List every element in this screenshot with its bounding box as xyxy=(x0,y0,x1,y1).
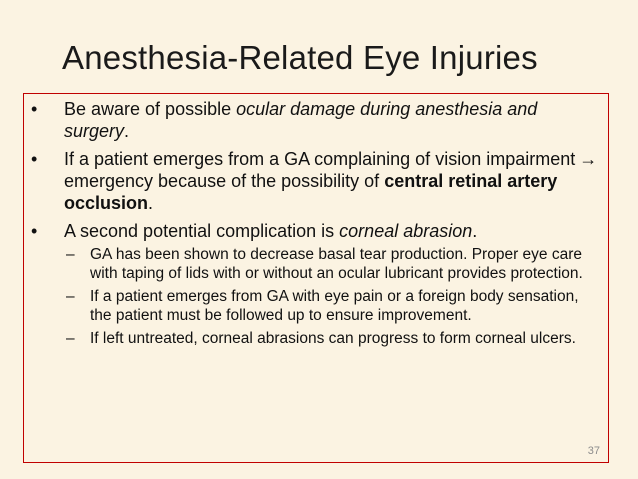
bullet-emphasis: ocular damage during anesthesia and surgery xyxy=(64,99,538,141)
sub-bullet-list xyxy=(64,245,604,348)
bullet-text: Be aware of possible xyxy=(64,99,237,119)
bullet-bold: central retinal artery occlusion xyxy=(64,171,558,213)
bullet-text-middle: emergency because of the possibility of xyxy=(64,171,385,191)
bullet-list xyxy=(28,98,604,354)
bullet-dot: • xyxy=(31,149,38,169)
sub-bullet-item xyxy=(28,287,604,325)
bullet-dot: • xyxy=(31,221,38,241)
bullet-text: If a patient emerges from a GA complaining of vision impairment xyxy=(64,149,576,169)
sub-bullet-text: GA has been shown to decrease basal tear production. Proper eye care with taping of lids with or without an ocular lubricant provides protection. xyxy=(90,246,583,282)
sub-bullet-text: If left untreated, corneal abrasions can progress to form corneal ulcers. xyxy=(90,330,576,347)
sub-bullet-item xyxy=(28,245,604,283)
bullet-emphasis: corneal abrasion xyxy=(339,221,473,241)
sub-bullet-dash: – xyxy=(66,246,75,263)
bullet-dot: • xyxy=(31,99,38,119)
bullet-item xyxy=(28,148,604,214)
sub-bullet-text: If a patient emerges from GA with eye pain or a foreign body sensation, the patient must be followed up to ensure improvement. xyxy=(90,288,579,324)
bullet-item xyxy=(28,98,604,142)
bullet-text: A second potential complication is xyxy=(64,221,340,241)
bullet-text-end: . xyxy=(124,121,130,141)
slide-title: Anesthesia-Related Eye Injuries xyxy=(62,39,538,76)
bullet-text-end: . xyxy=(148,193,154,213)
sub-bullet-item xyxy=(28,329,604,348)
sub-bullet-dash: – xyxy=(66,330,75,347)
bullet-text-end: . xyxy=(472,221,478,241)
right-arrow-icon: → xyxy=(579,149,598,169)
sub-bullet-dash: – xyxy=(66,288,75,305)
bullet-item xyxy=(28,220,604,348)
page-number: 37 xyxy=(587,445,600,457)
